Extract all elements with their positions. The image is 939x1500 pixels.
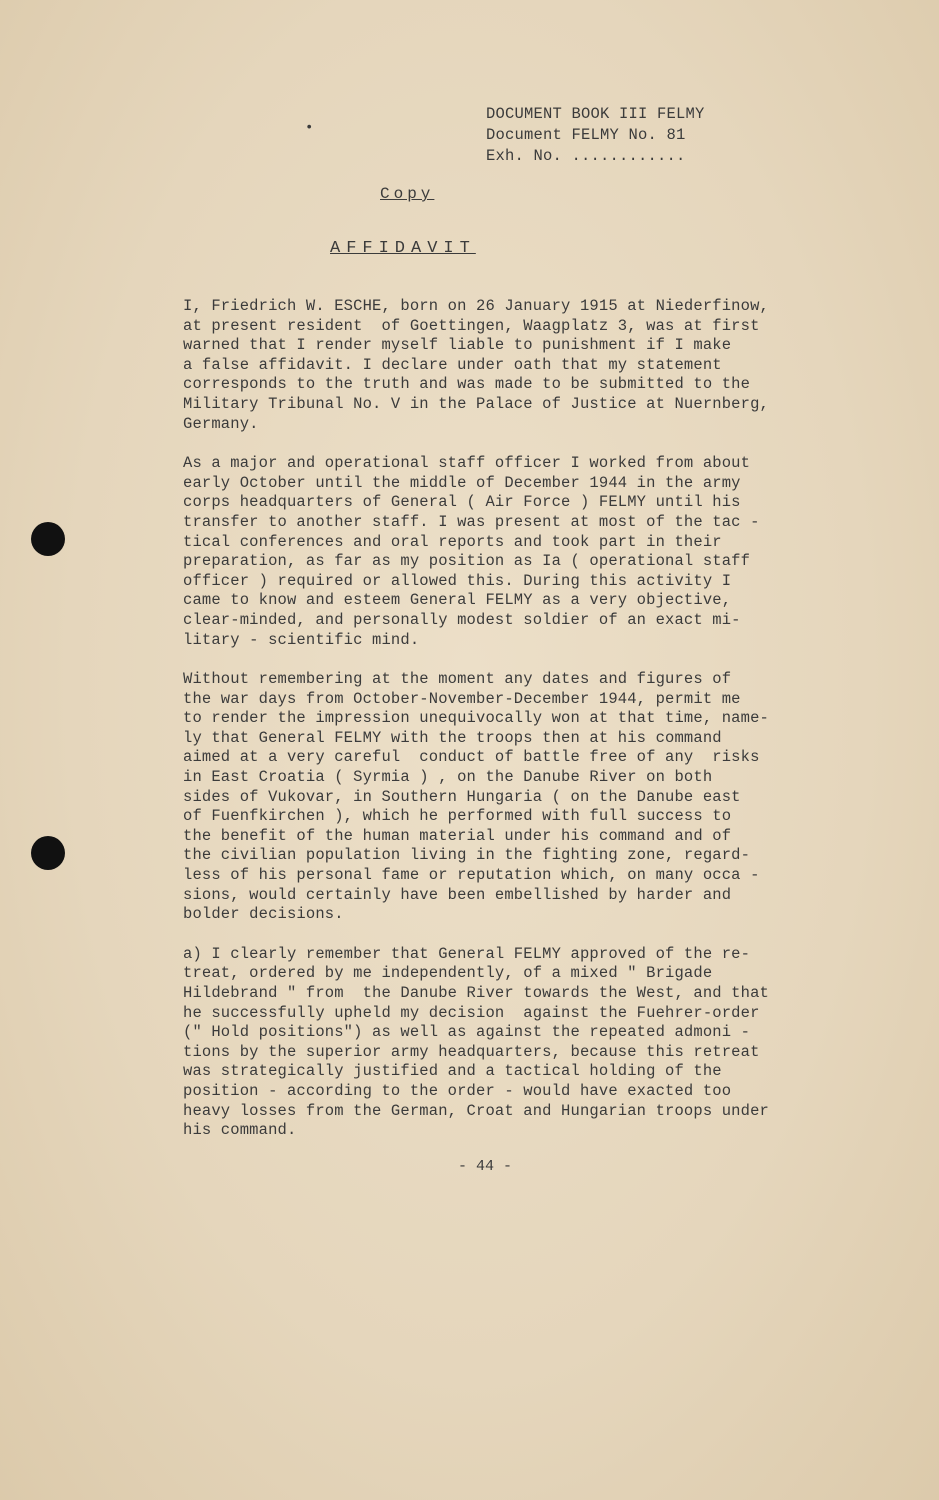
document-header	[486, 104, 705, 167]
paragraph-declaration: I, Friedrich W. ESCHE, born on 26 January 1915 at Niederfinow, at present resident of Goettingen, Waagplatz 3, was at first warned that I render myself liable to punishment if I make a false affidavit. I declare under oath that my statement corresponds to the truth and was made to be submitted to the Military Tribunal No. V in the Palace of Justice at Nuernberg, Germany.	[183, 297, 769, 433]
punch-hole-top	[31, 522, 65, 556]
affidavit-title: AFFIDAVIT	[330, 239, 476, 258]
affidavit-body	[183, 297, 793, 1161]
paragraph-service: As a major and operational staff officer I worked from about early October until the middle of December 1944 in the army corps headquarters of General ( Air Force ) FELMY until his transfer to another staff. I was present at most of the tac - tical conferences and oral reports and took part in their preparation, as far as my position as Ia ( operational staff officer ) required or allowed this. During this activity I came to know and esteem General FELMY as a very objective, clear-minded, and personally modest soldier of an exact mi- litary - scientific mind.	[183, 454, 760, 649]
punch-hole-bottom	[31, 836, 65, 870]
header-book-line: DOCUMENT BOOK III FELMY	[486, 105, 705, 123]
page-number: - 44 -	[458, 1158, 513, 1175]
header-exhibit-line: Exh. No. ............	[486, 147, 686, 165]
paragraph-impression: Without remembering at the moment any dates and figures of the war days from October-November-December 1944, permit me to render the impression unequivocally won at that time, name- ly that General FELMY with the troops then at his command aimed at a very careful conduct of battle free of any risks in East Croatia ( Syrmia ) , on the Danube River on both sides of Vukovar, in Southern Hungaria ( on the Danube east of Fuenfkirchen ), which he performed with full success to the benefit of the human material under his command and of the civilian population living in the fighting zone, regard- less of his personal fame or reputation which, on many occa - sions, would certainly have been embellished by harder and bolder decisions.	[183, 670, 769, 924]
stray-mark: •	[305, 120, 314, 136]
copy-label: Copy	[380, 185, 435, 203]
paragraph-retreat: a) I clearly remember that General FELMY approved of the re- treat, ordered by me independently, of a mixed " Brigade Hildebrand " from the Danube River towards the West, and that he successfully upheld my decision against the Fuehrer-order (" Hold positions") as well as against the repeated admoni - tions by the superior army headquarters, because this retreat was strategically justified and a tactical holding of the position - according to the order - would have exacted too heavy losses from the German, Croat and Hungarian troops under his command.	[183, 944, 769, 1140]
header-document-line: Document FELMY No. 81	[486, 126, 686, 144]
